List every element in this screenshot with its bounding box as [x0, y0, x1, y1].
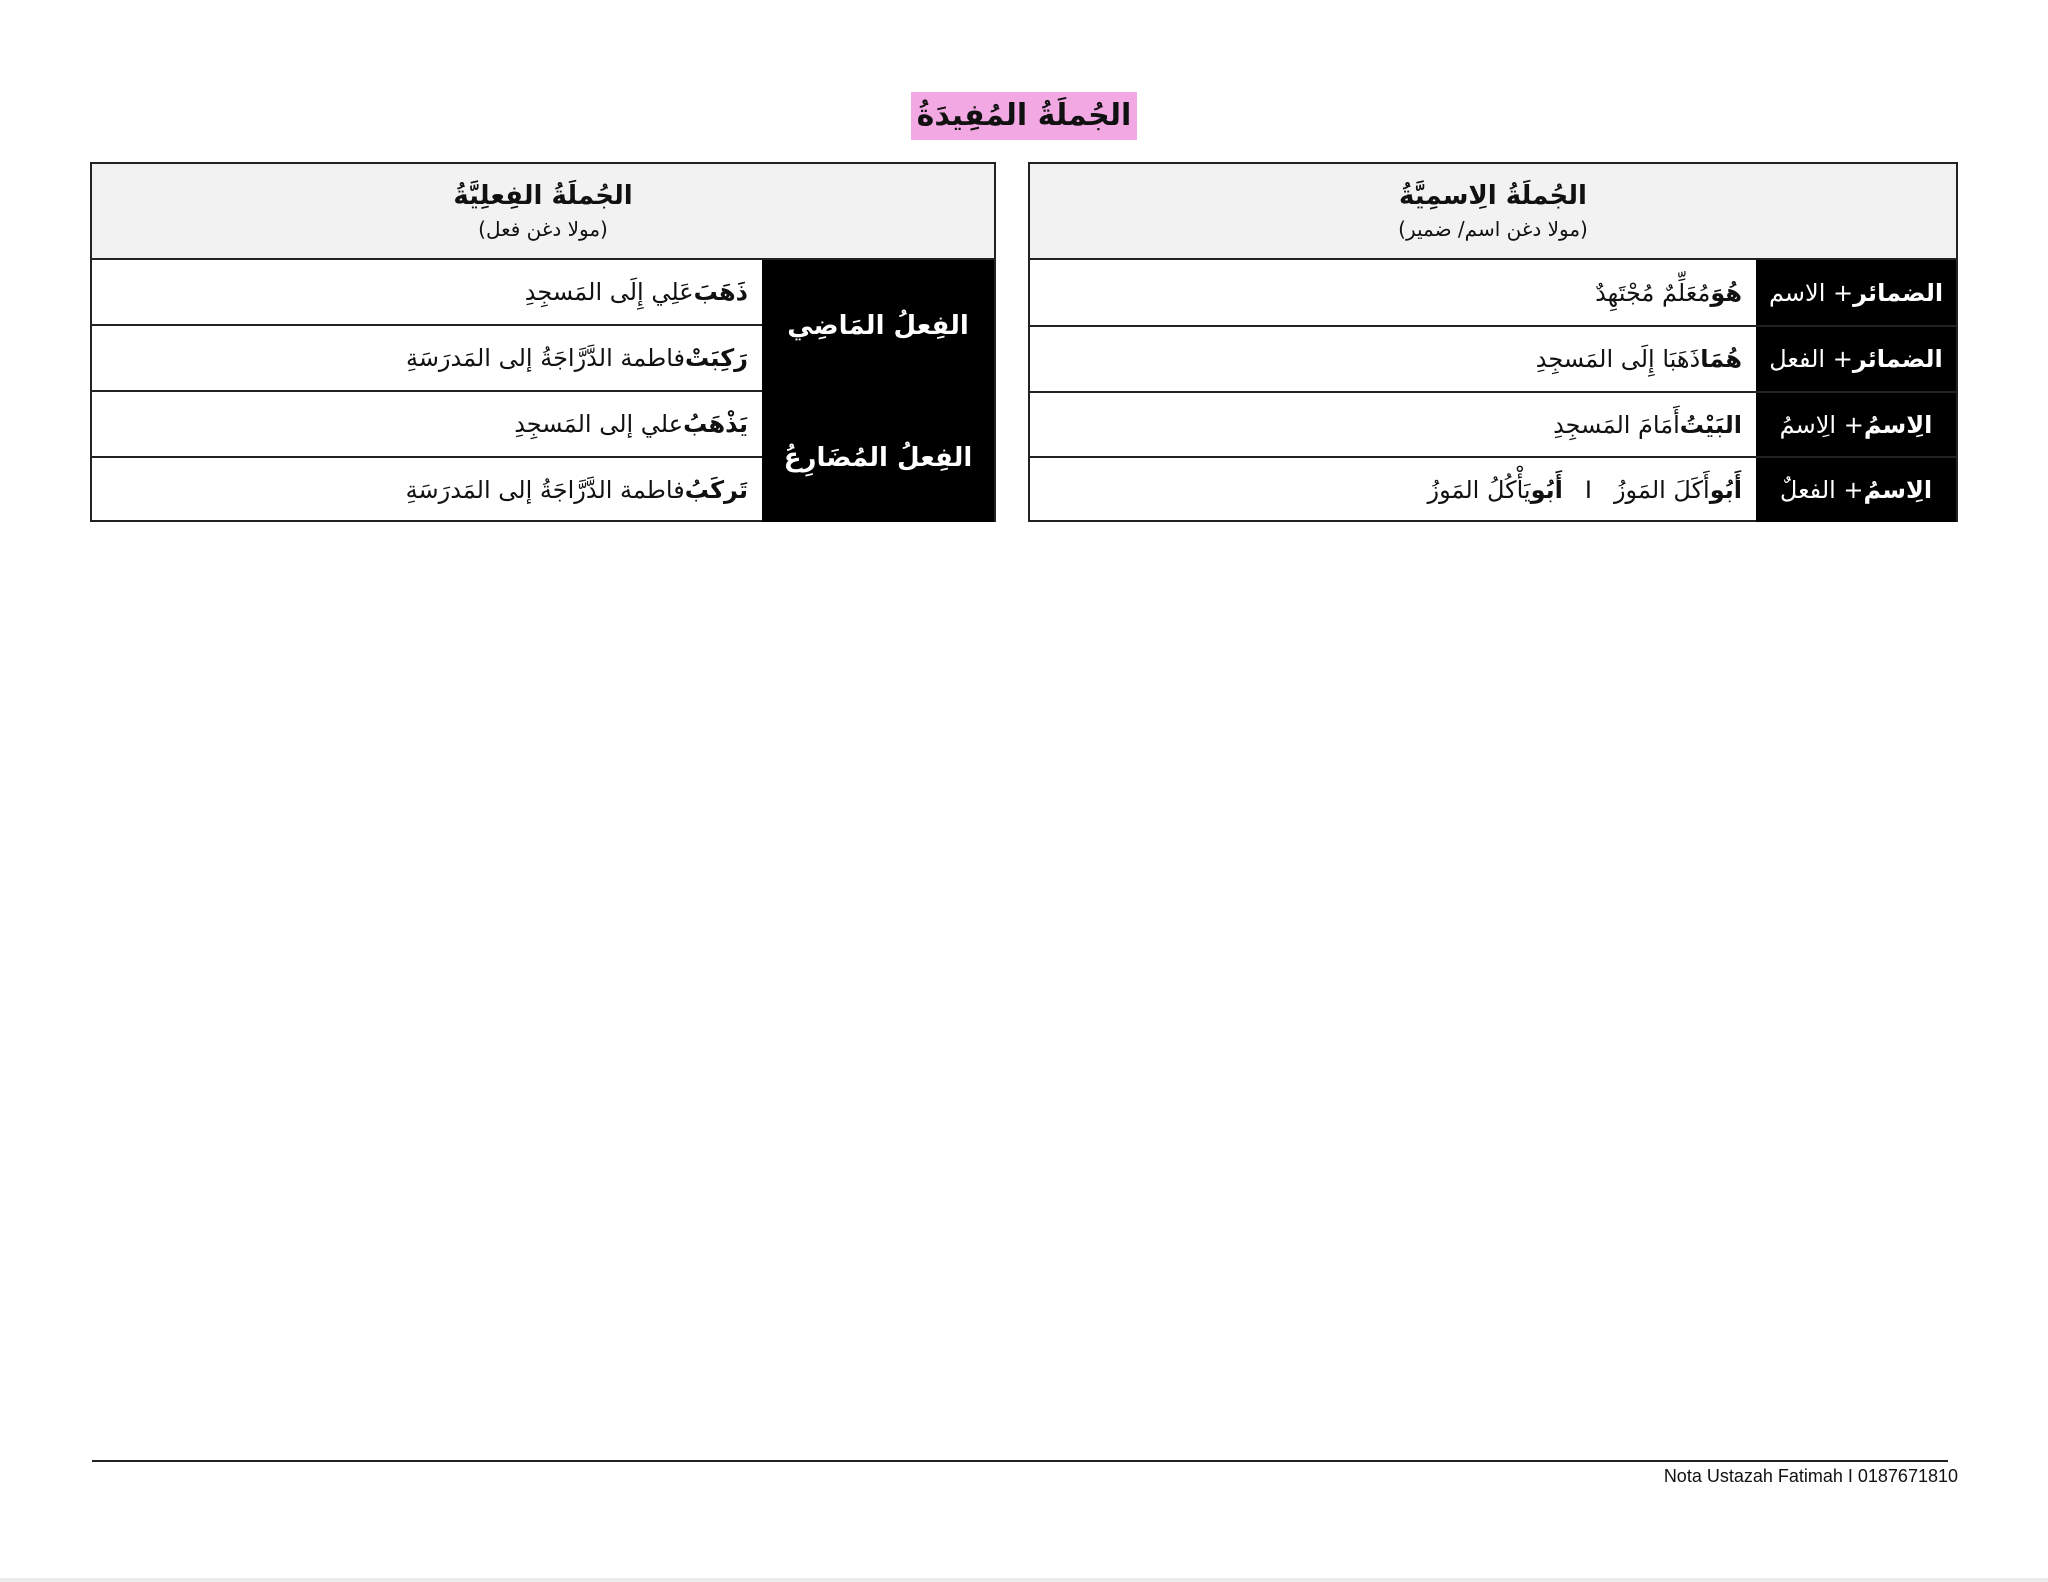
row-example: تَركَبُ فاطمة الدَّرَّاجَةُ إلى المَدرَسَةِ — [92, 456, 762, 522]
row-example: هُوَ مُعَلِّمٌ مُجْتَهِدٌ — [1595, 278, 1742, 307]
footer-note: Nota Ustazah Fatimah I 0187671810 — [1663, 1466, 1958, 1486]
row-example: هُمَا ذَهَبَا إِلَى المَسجِدِ — [1535, 345, 1742, 374]
nominal-header — [1030, 164, 1956, 260]
row-example: يَذْهَبُ علي إلى المَسجِدِ — [92, 390, 762, 456]
row-label: الِاسمُ + الفعلٌ — [1756, 458, 1956, 522]
verbal-rows — [92, 260, 994, 522]
row-label: الضمائر + الاسم — [1756, 260, 1956, 325]
separator: I — [1584, 476, 1592, 505]
row-example: ذَهَبَ عَلِي إِلَى المَسجِدِ — [524, 278, 748, 306]
footer-divider — [92, 1460, 1948, 1462]
table-row — [1030, 260, 1956, 325]
row-label: الِاسمُ + الِاسمُ — [1756, 393, 1956, 457]
present-verb-label: الفِعلُ المُضَارِعُ — [762, 391, 994, 522]
verbal-sentence-panel — [90, 162, 996, 522]
nominal-rows — [1030, 260, 1956, 522]
nominal-sentence-panel — [1028, 162, 1958, 522]
verbal-header — [92, 164, 994, 260]
page-title-wrap — [0, 90, 2048, 142]
verbal-title: الجُملَةُ الفِعلِيَّةُ — [453, 181, 633, 211]
table-row — [1030, 325, 1956, 391]
verbal-examples — [92, 260, 762, 522]
verbal-subtitle: (مولا دغن فعل) — [478, 217, 608, 241]
page-title: الجُملَةُ المُفِيدَةُ — [911, 92, 1138, 140]
row-example: أَبُو أَكَلَ المَوزُ I أَبُو يَأْكُلُ المَوزُ — [1427, 476, 1742, 505]
verb-type-column — [762, 260, 994, 522]
row-label: الضمائر + الفعل — [1756, 327, 1956, 391]
nominal-title: الجُملَةُ الِاسمِيَّةُ — [1399, 181, 1587, 211]
nominal-subtitle: (مولا دغن اسم/ ضمير) — [1398, 217, 1588, 241]
row-example: رَكِبَتْ فاطمة الدَّرَّاجَةُ إلى المَدرَسَةِ — [92, 324, 762, 390]
past-verb-label: الفِعلُ المَاضِي — [762, 260, 994, 391]
table-row — [1030, 456, 1956, 522]
page-bottom-strip — [0, 1578, 2048, 1582]
row-example: البَيْتُ أَمَامَ المَسجِدِ — [1553, 410, 1742, 439]
table-row — [1030, 391, 1956, 457]
